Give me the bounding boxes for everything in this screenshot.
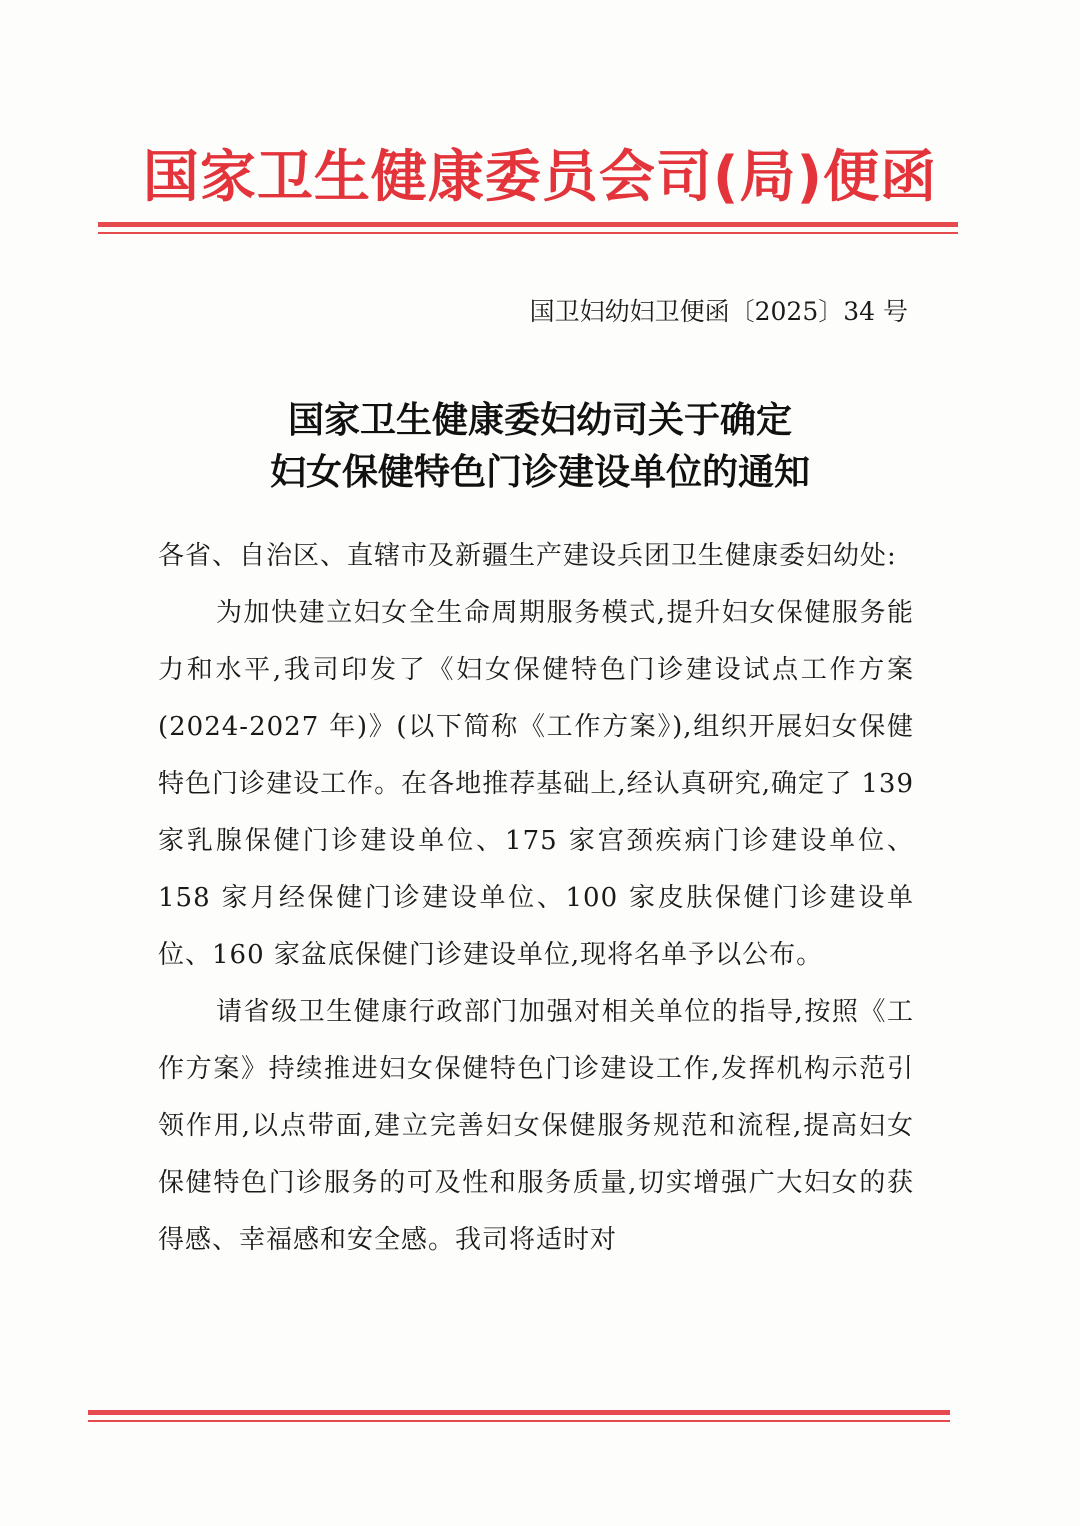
document-title-line2: 妇女保健特色门诊建设单位的通知 [269, 452, 810, 493]
salutation: 各省、自治区、直辖市及新疆生产建设兵团卫生健康委妇幼处: [158, 541, 897, 571]
letterhead-rule-thin [98, 232, 958, 234]
letterhead-rule-thick [98, 222, 958, 227]
body-paragraph-1: 为加快建立妇女全生命周期服务模式,提升妇女保健服务能力和水平,我司印发了《妇女保健特色门诊建设试点工作方案(2024-2027 年)》(以下简称《工作方案》),组织开展妇女保健特色门诊建设工作。在各地推荐基础上,经认真研究,确定了 139 家乳腺保健门诊建设单位、175 家宫颈疾病门诊建设单位、158 家月经保健门诊建设单位、100 家皮肤保健门诊建设单位、160 家盆底保健门诊建设单位,现将名单予以公布。 [158, 598, 914, 970]
document-title [100, 395, 980, 499]
footer-rule-thin [88, 1420, 950, 1422]
body-paragraph-2: 请省级卫生健康行政部门加强对相关单位的指导,按照《工作方案》持续推进妇女保健特色门诊建设工作,发挥机构示范引领作用,以点带面,建立完善妇女保健服务规范和流程,提高妇女保健特色门诊服务的可及性和服务质量,切实增强广大妇女的获得感、幸福感和安全感。我司将适时对 [158, 997, 914, 1255]
document-title-line1: 国家卫生健康委妇幼司关于确定 [287, 400, 792, 441]
document-body [158, 528, 914, 1269]
footer-rule-thick [88, 1410, 950, 1415]
letterhead-title: 国家卫生健康委员会司(局)便函 [142, 145, 938, 210]
document-number: 国卫妇幼妇卫便函〔2025〕34 号 [529, 297, 908, 326]
